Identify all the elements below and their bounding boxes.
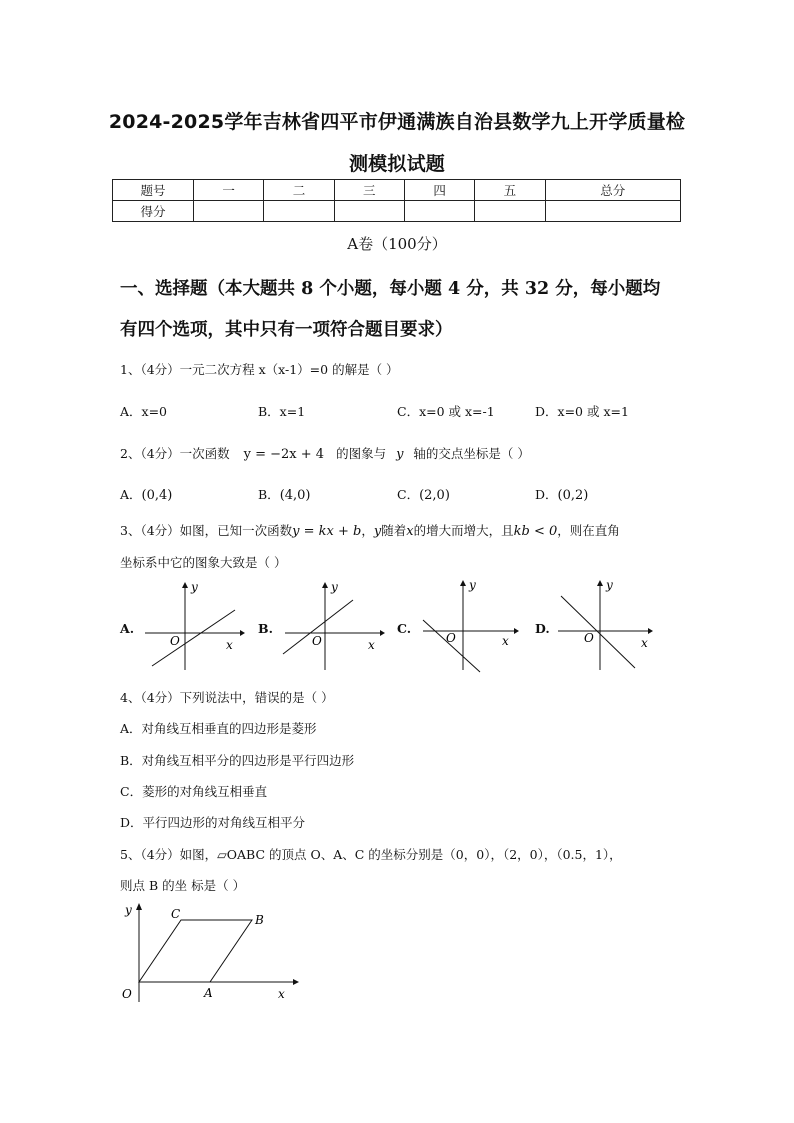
function-line bbox=[423, 620, 480, 672]
score-header-cell: 五 bbox=[475, 180, 545, 201]
q2-option-a[interactable] bbox=[120, 485, 172, 503]
origin-label: O bbox=[312, 634, 322, 648]
q3-mid3: 的增大而增大，且 bbox=[413, 523, 514, 538]
q2-option-c-letter: C． bbox=[397, 487, 420, 502]
point-c-label: C bbox=[171, 907, 181, 921]
arrow-icon bbox=[514, 628, 519, 634]
score-table bbox=[112, 179, 681, 222]
function-line bbox=[561, 596, 635, 668]
q3-stem-line1 bbox=[120, 521, 620, 539]
x-axis-label: x bbox=[502, 634, 509, 648]
q1-option-a[interactable]: A．x=0 bbox=[120, 404, 168, 419]
q2-option-d-value: (0,2) bbox=[557, 488, 589, 503]
q2-expression: y = −2x + 4 bbox=[243, 447, 325, 462]
point-a-label: A bbox=[204, 986, 213, 1000]
score-header-cell: 题号 bbox=[113, 180, 194, 201]
q4-option-a[interactable]: A．对角线互相垂直的四边形是菱形 bbox=[120, 721, 317, 736]
score-cell[interactable] bbox=[545, 201, 680, 222]
q2-var: y bbox=[396, 447, 404, 462]
q4-option-c[interactable]: C．菱形的对角线互相垂直 bbox=[120, 784, 268, 799]
q2-option-d-letter: D． bbox=[535, 487, 558, 502]
volume-title: A卷（100分） bbox=[347, 235, 447, 253]
q3-graph-d bbox=[555, 576, 661, 676]
q2-option-a-value: (0,4) bbox=[141, 488, 173, 503]
q3-var-y: y bbox=[373, 524, 382, 539]
q3-stem-line2: 坐标系中它的图象大致是（ ） bbox=[120, 555, 287, 570]
q4-stem: 4、（4分）下列说法中，错误的是（ ） bbox=[120, 690, 334, 705]
q3-prefix: 3、（4分）如图，已知一次函数 bbox=[120, 523, 293, 538]
arrow-icon bbox=[293, 979, 299, 985]
arrow-icon bbox=[240, 630, 245, 636]
x-axis-label: x bbox=[641, 636, 648, 650]
q1-option-d[interactable]: D．x=0 或 x=1 bbox=[535, 404, 629, 419]
q3-mid1: ， bbox=[361, 523, 374, 538]
arrow-icon bbox=[380, 630, 385, 636]
q4-option-d[interactable]: D．平行四边形的对角线互相平分 bbox=[120, 815, 306, 830]
score-cell[interactable] bbox=[475, 201, 545, 222]
q4-option-b[interactable]: B．对角线互相平分的四边形是平行四边形 bbox=[120, 753, 355, 768]
q3-option-d[interactable]: D. bbox=[535, 621, 550, 636]
arrow-icon bbox=[460, 580, 466, 586]
q3-condition: kb < 0 bbox=[513, 524, 558, 539]
q2-option-b-letter: B． bbox=[258, 487, 280, 502]
origin-label: O bbox=[446, 631, 456, 645]
y-axis-label: y bbox=[191, 580, 198, 594]
score-header-cell: 一 bbox=[194, 180, 264, 201]
arrow-icon bbox=[136, 903, 142, 910]
q3-mid2: 随着 bbox=[381, 523, 407, 538]
q3-expression: y = kx + b bbox=[292, 524, 362, 539]
origin-label: O bbox=[584, 631, 594, 645]
q5-parallelogram-figure bbox=[115, 898, 300, 1004]
score-cell[interactable] bbox=[264, 201, 334, 222]
q1-option-b[interactable]: B．x=1 bbox=[258, 404, 306, 419]
score-table-header-row bbox=[113, 180, 681, 201]
y-axis-label: y bbox=[125, 903, 132, 917]
q3-graph-c bbox=[418, 576, 524, 676]
arrow-icon bbox=[182, 582, 188, 588]
q5-stem-line2: 则点 B 的坐 标是（ ） bbox=[120, 878, 246, 893]
q2-option-c-value: (2,0) bbox=[419, 488, 450, 503]
q2-stem bbox=[120, 444, 530, 462]
page-title-line1: 2024-2025学年吉林省四平市伊通满族自治县数学九上开学质量检 bbox=[108, 111, 686, 133]
section1-heading-line1: 一、选择题（本大题共 8 个小题，每小题 4 分，共 32 分，每小题均 bbox=[120, 279, 661, 299]
q1-option-c[interactable]: C．x=0 或 x=-1 bbox=[397, 404, 495, 419]
x-axis-label: x bbox=[278, 987, 285, 1001]
x-axis-label: x bbox=[368, 638, 375, 652]
arrow-icon bbox=[648, 628, 653, 634]
origin-label: O bbox=[170, 634, 180, 648]
parallelogram-oabc bbox=[139, 920, 252, 982]
score-row-label: 得分 bbox=[113, 201, 194, 222]
q2-option-b-value: (4,0) bbox=[279, 488, 311, 503]
q2-option-c[interactable] bbox=[397, 485, 450, 503]
y-axis-label: y bbox=[469, 578, 476, 592]
q3-option-c[interactable]: C. bbox=[397, 621, 412, 636]
point-b-label: B bbox=[255, 913, 264, 927]
page-title-line2: 测模拟试题 bbox=[348, 153, 445, 175]
origin-label: O bbox=[122, 987, 132, 1001]
y-axis-label: y bbox=[331, 580, 338, 594]
score-table-score-row bbox=[113, 201, 681, 222]
score-cell[interactable] bbox=[194, 201, 264, 222]
score-header-cell: 总分 bbox=[545, 180, 680, 201]
q3-suffix: ，则在直角 bbox=[557, 523, 620, 538]
score-header-cell: 三 bbox=[334, 180, 404, 201]
q2-option-d[interactable] bbox=[535, 485, 588, 503]
q2-option-a-letter: A． bbox=[120, 487, 142, 502]
q3-graph-a bbox=[140, 578, 246, 676]
score-header-cell: 二 bbox=[264, 180, 334, 201]
q2-option-b[interactable] bbox=[258, 485, 311, 503]
q3-option-a[interactable]: A. bbox=[120, 621, 135, 636]
y-axis-label: y bbox=[606, 578, 613, 592]
q2-prefix: 2、（4分）一次函数 bbox=[120, 446, 230, 461]
q3-var-x: x bbox=[406, 524, 414, 539]
score-cell[interactable] bbox=[404, 201, 474, 222]
score-cell[interactable] bbox=[334, 201, 404, 222]
q2-mid: 的图象与 bbox=[336, 446, 387, 461]
arrow-icon bbox=[597, 580, 603, 586]
q3-graph-b bbox=[280, 578, 386, 676]
q2-suffix: 轴的交点坐标是（ ） bbox=[413, 446, 530, 461]
q1-stem: 1、（4分）一元二次方程 x（x-1）=0 的解是（ ） bbox=[120, 362, 399, 377]
x-axis-label: x bbox=[226, 638, 233, 652]
arrow-icon bbox=[322, 582, 328, 588]
function-line bbox=[152, 610, 235, 666]
section1-heading-line2: 有四个选项，其中只有一项符合题目要求） bbox=[120, 320, 453, 340]
q5-stem-line1: 5、（4分）如图，▱OABC 的顶点 O、A、C 的坐标分别是（0，0），（2，0），（0.5，1）， bbox=[120, 847, 622, 862]
q3-option-b[interactable]: B. bbox=[258, 621, 273, 636]
score-header-cell: 四 bbox=[404, 180, 474, 201]
